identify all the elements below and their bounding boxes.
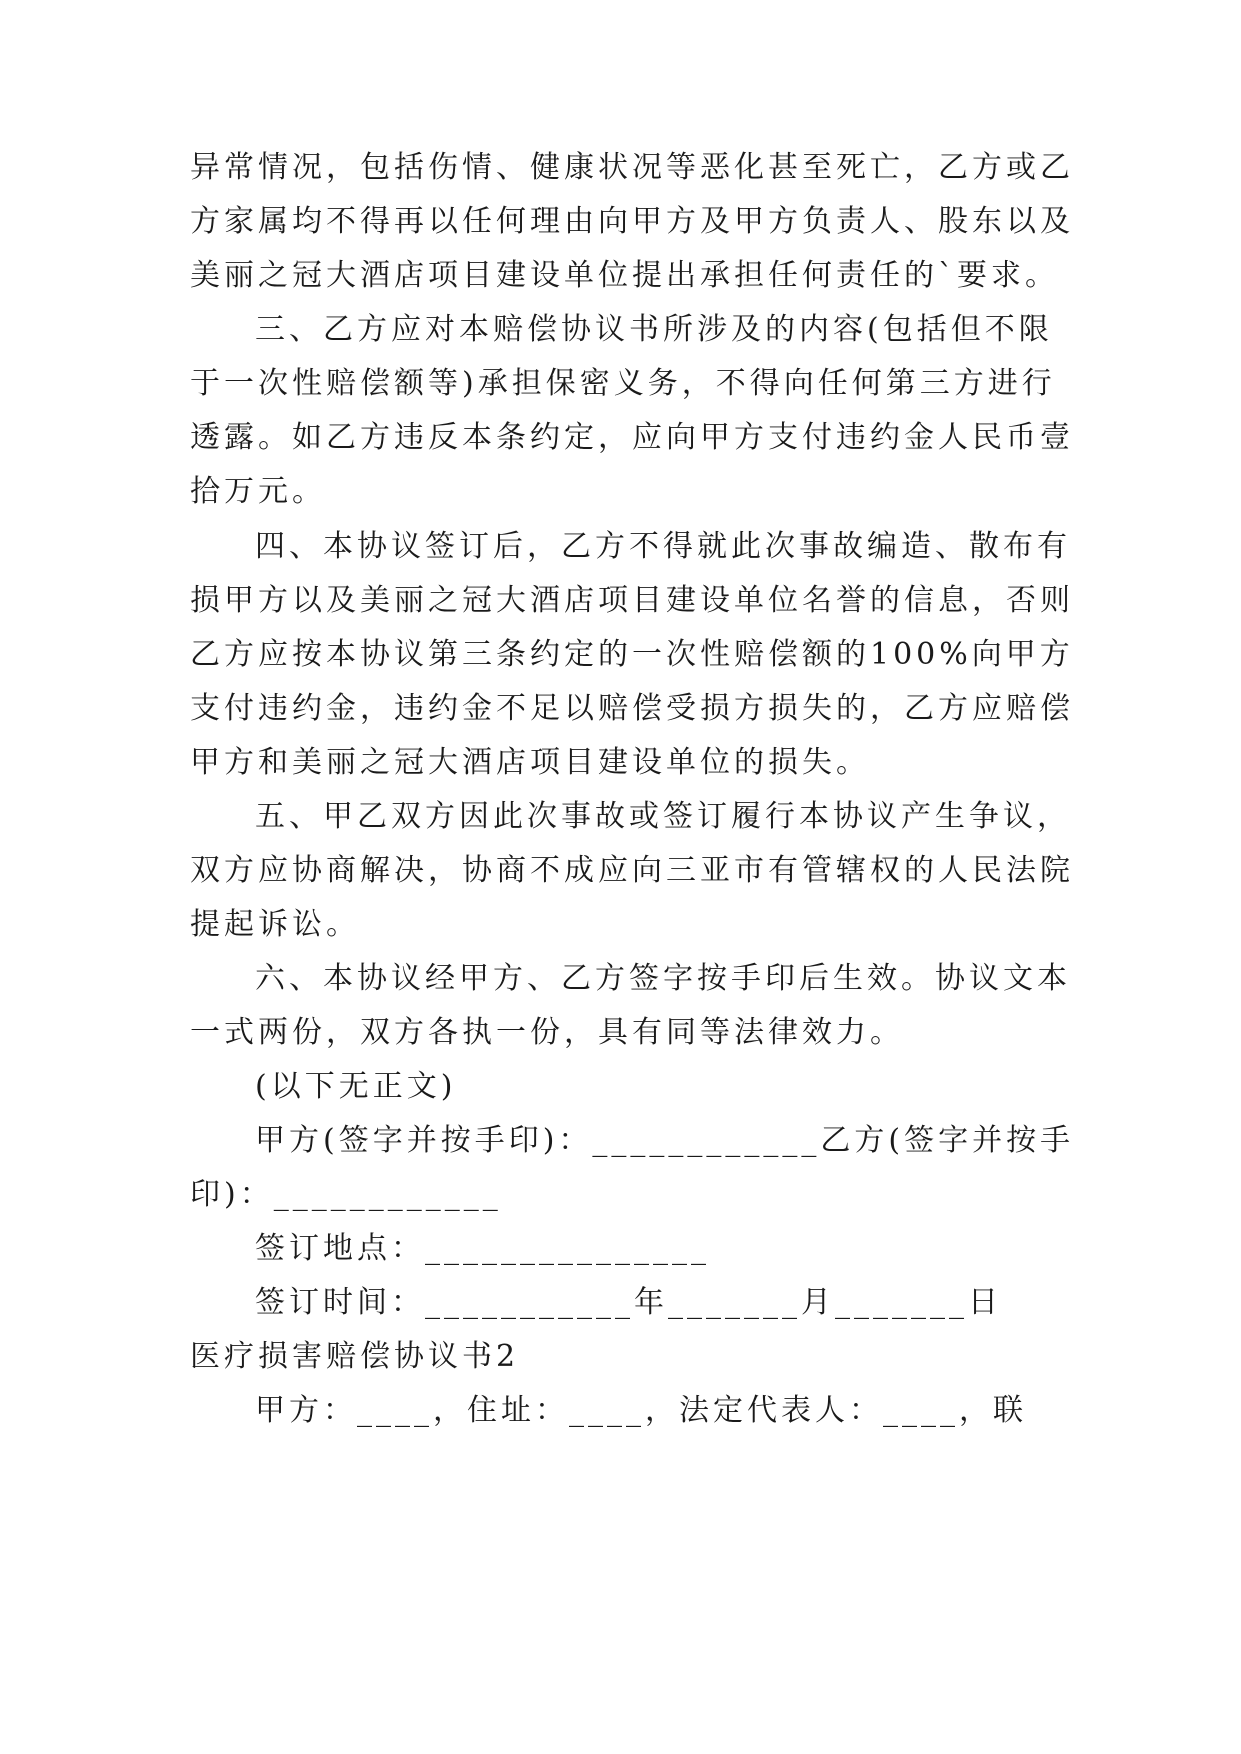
body-text-line: 拾万元。: [190, 474, 326, 509]
no-more-text-note: (以下无正文): [255, 1069, 457, 1104]
body-text-line: 提起诉讼。: [190, 907, 360, 942]
body-text-line: 乙方应按本协议第三条约定的一次性赔偿额的100%向甲方: [190, 637, 1074, 672]
clause-6-line: 六、本协议经甲方、乙方签字按手印后生效。协议文本: [255, 961, 1071, 996]
body-text-line: 透露。如乙方违反本条约定，应向甲方支付违约金人民币壹: [190, 420, 1074, 455]
body-text-line: 异常情况，包括伤情、健康状况等恶化甚至死亡，乙方或乙: [190, 150, 1074, 185]
signing-place-line: 签订地点：_______________: [255, 1231, 710, 1266]
body-text-line: 方家属均不得再以任何理由向甲方及甲方负责人、股东以及: [190, 204, 1074, 239]
body-text-line: 支付违约金，违约金不足以赔偿受损方损失的，乙方应赔偿: [190, 691, 1074, 726]
body-text-line: 双方应协商解决，协商不成应向三亚市有管辖权的人民法院: [190, 853, 1074, 888]
signature-line: 甲方(签字并按手印)：____________乙方(签字并按手: [255, 1123, 1075, 1158]
clause-3-line: 三、乙方应对本赔偿协议书所涉及的内容(包括但不限: [255, 312, 1053, 347]
document-title: 医疗损害赔偿协议书2: [190, 1339, 520, 1374]
clause-4-line: 四、本协议签订后，乙方不得就此次事故编造、散布有: [255, 529, 1071, 564]
body-text-line: 一式两份，双方各执一份，具有同等法律效力。: [190, 1015, 904, 1050]
body-text-line: 甲方和美丽之冠大酒店项目建设单位的损失。: [190, 745, 870, 780]
body-text-line: 于一次性赔偿额等)承担保密义务，不得向任何第三方进行: [190, 366, 1056, 401]
signature-line: 印)：____________: [190, 1177, 502, 1212]
clause-5-line: 五、甲乙双方因此次事故或签订履行本协议产生争议，: [255, 799, 1071, 834]
signing-date-line: 签订时间：___________年_______月_______日: [255, 1285, 1002, 1320]
body-text-line: 损甲方以及美丽之冠大酒店项目建设单位名誉的信息，否则: [190, 583, 1074, 618]
body-text-line: 美丽之冠大酒店项目建设单位提出承担任何责任的`要求。: [190, 258, 1059, 293]
party-a-line: 甲方：____，住址：____，法定代表人：____，联: [255, 1393, 1027, 1428]
